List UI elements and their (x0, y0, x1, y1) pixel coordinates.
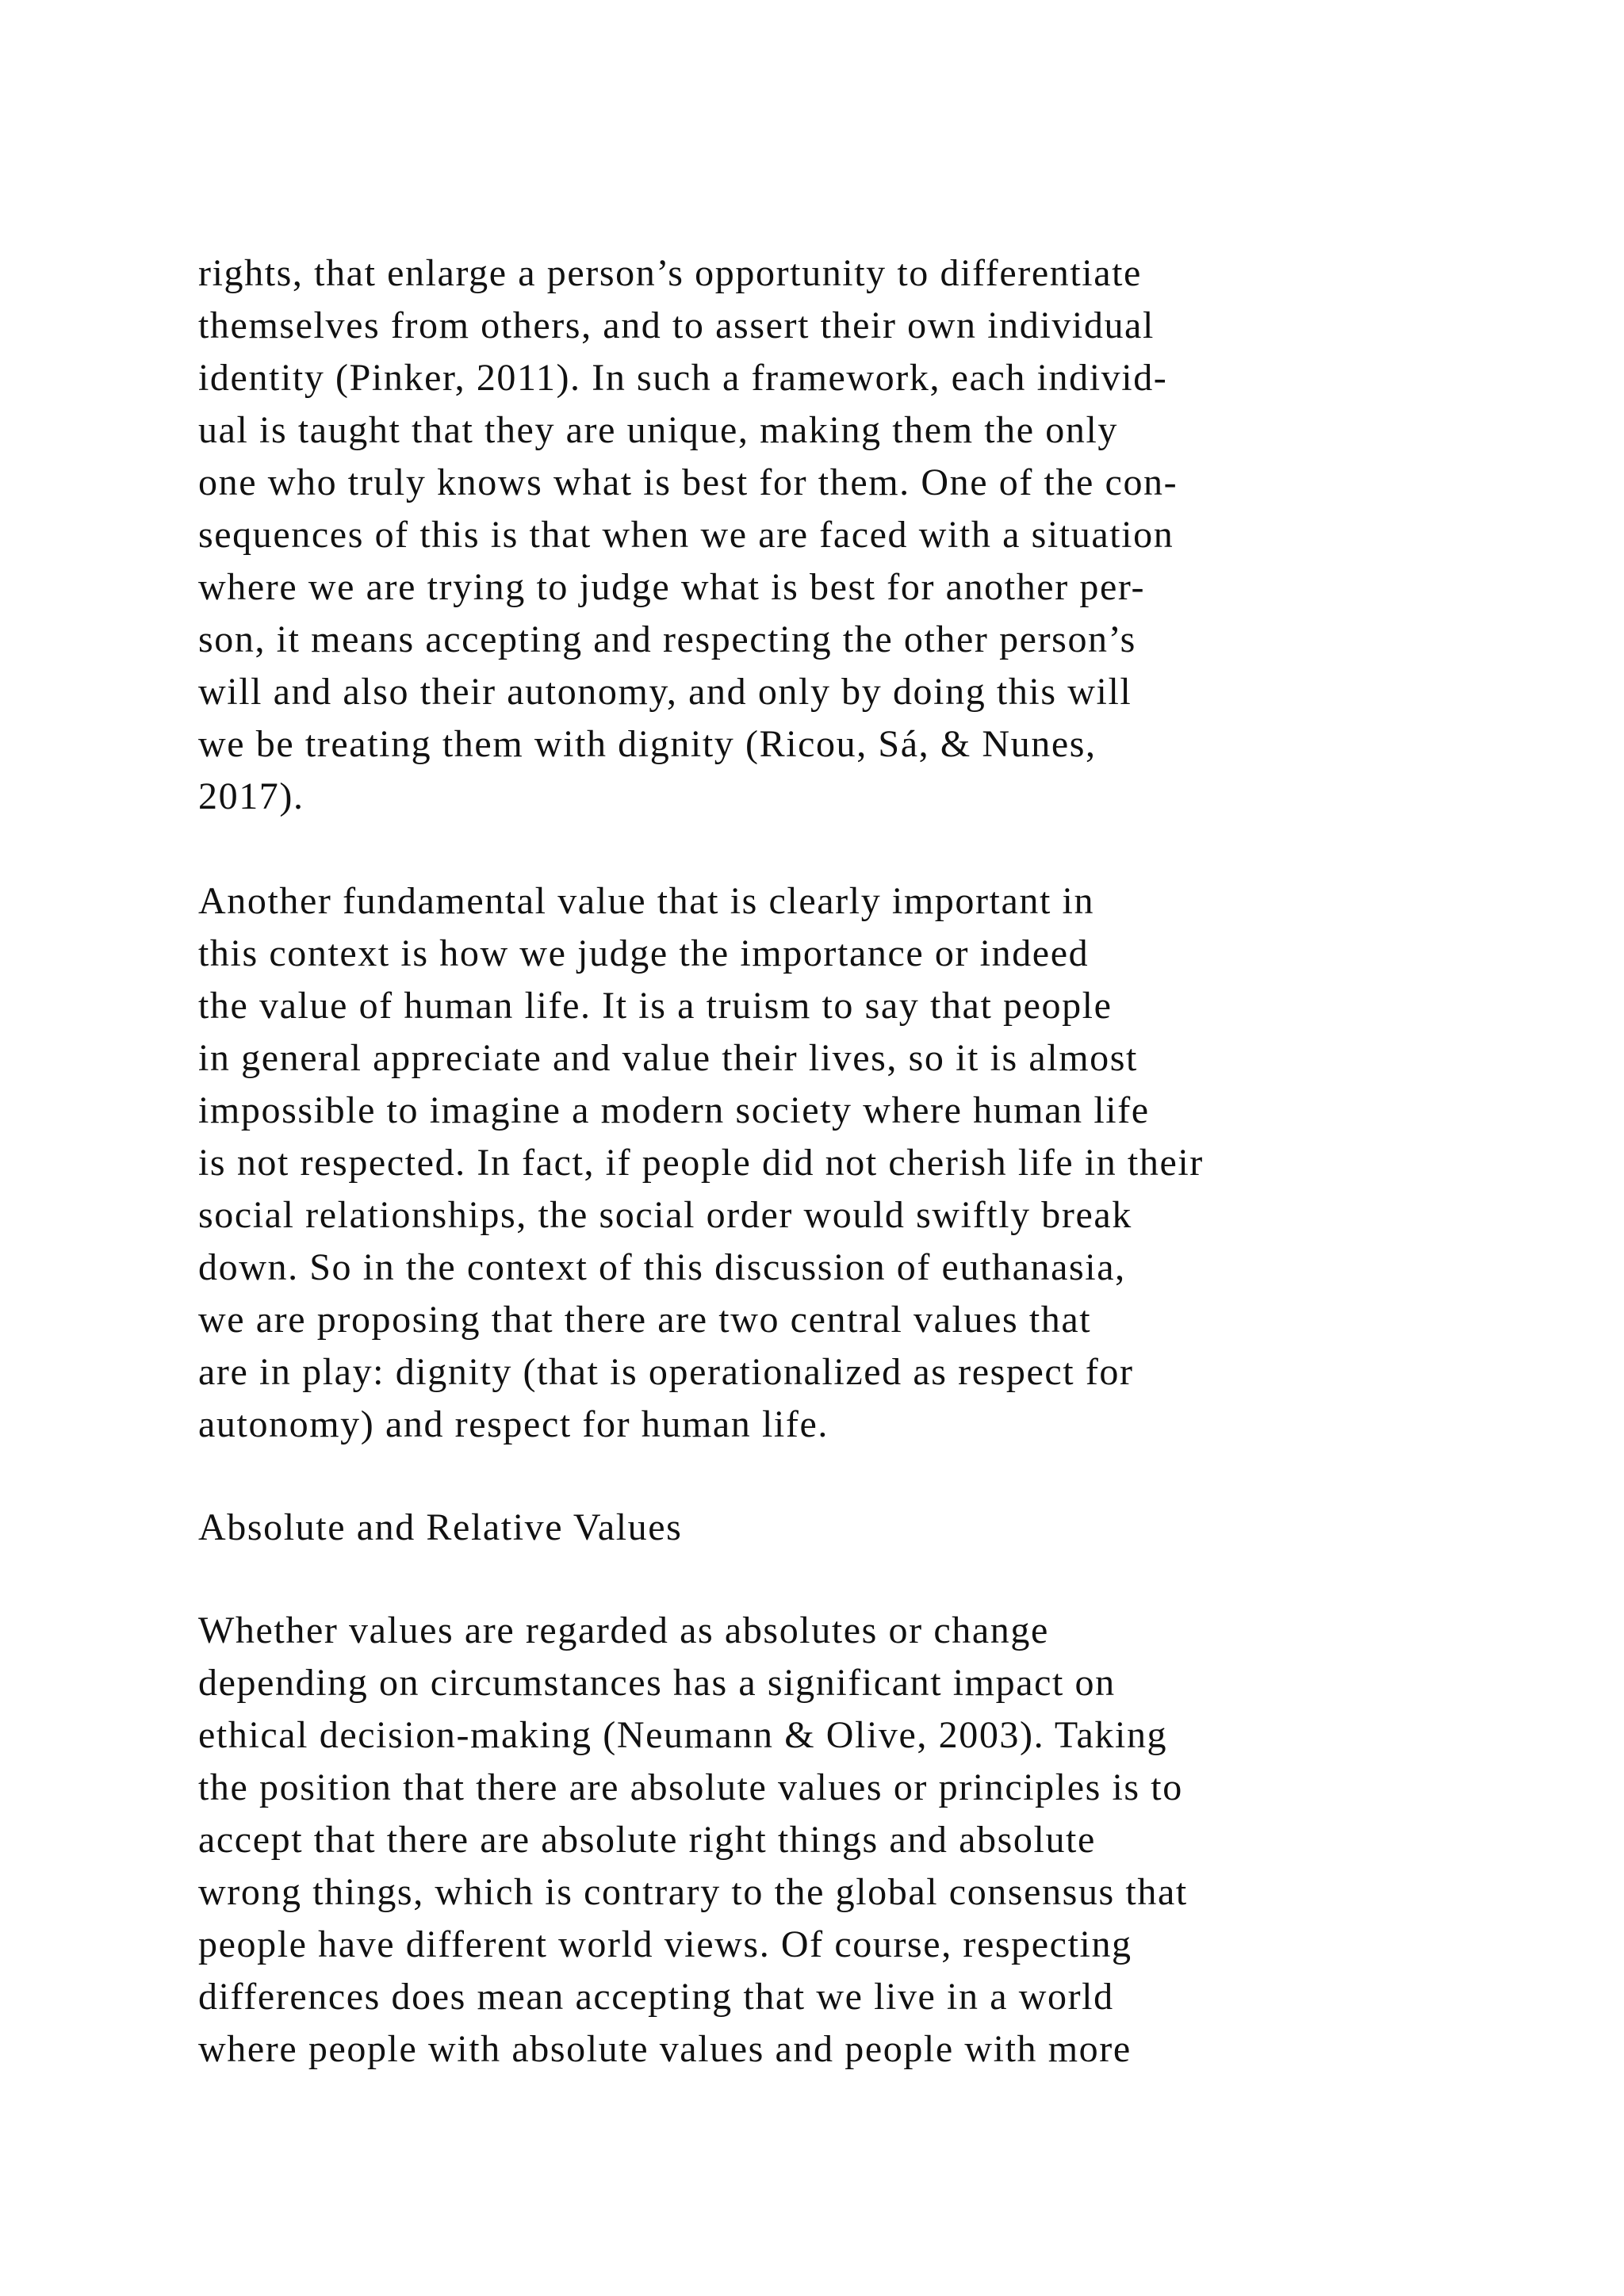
text-line: Another fundamental value that is clearly important in (198, 880, 1095, 922)
text-line: ethical decision-making (Neumann & Olive, 2003). Taking (198, 1714, 1168, 1756)
text-line: one who truly knows what is best for them. One of the con- (198, 461, 1178, 503)
text-line: 2017). (198, 775, 304, 817)
text-line: people have different world views. Of course, respecting (198, 1923, 1132, 1965)
text-line: Whether values are regarded as absolutes or change (198, 1609, 1049, 1651)
text-line: where we are trying to judge what is best for another per- (198, 566, 1146, 608)
text-line: are in play: dignity (that is operationalized as respect for (198, 1351, 1134, 1393)
text-line: rights, that enlarge a person’s opportunity to differentiate (198, 252, 1142, 294)
text-line: wrong things, which is contrary to the global consensus that (198, 1871, 1188, 1913)
text-line: will and also their autonomy, and only by doing this will (198, 671, 1132, 713)
text-line: themselves from others, and to assert their own individual (198, 304, 1155, 346)
text-line: impossible to imagine a modern society where human life (198, 1089, 1150, 1131)
text-line: down. So in the context of this discussion of euthanasia, (198, 1246, 1126, 1288)
text-line: the position that there are absolute values or principles is to (198, 1766, 1183, 1808)
text-line: son, it means accepting and respecting the other person’s (198, 618, 1136, 660)
text-line: we be treating them with dignity (Ricou, Sá, & Nunes, (198, 723, 1097, 765)
section-heading (198, 1502, 1594, 1554)
text-line: depending on circumstances has a significant impact on (198, 1662, 1116, 1704)
text-line: is not respected. In fact, if people did not cherish life in their (198, 1142, 1204, 1184)
text-line: accept that there are absolute right things and absolute (198, 1819, 1096, 1861)
text-line: identity (Pinker, 2011). In such a framework, each individ- (198, 357, 1168, 399)
paragraph-absolute-values (198, 1605, 1594, 2076)
text-line: autonomy) and respect for human life. (198, 1403, 829, 1445)
text-line: the value of human life. It is a truism to say that people (198, 985, 1113, 1027)
paragraph-human-life (198, 875, 1594, 1451)
text-line: we are proposing that there are two central values that (198, 1299, 1092, 1341)
text-line: ual is taught that they are unique, making them the only (198, 409, 1119, 451)
text-line: where people with absolute values and people with more (198, 2028, 1132, 2070)
text-line: sequences of this is that when we are faced with a situation (198, 514, 1174, 556)
text-line: social relationships, the social order would swiftly break (198, 1194, 1132, 1236)
text-line: this context is how we judge the importance or indeed (198, 932, 1090, 974)
section-heading-text: Absolute and Relative Values (198, 1506, 683, 1548)
text-line: differences does mean accepting that we live in a world (198, 1976, 1114, 2018)
text-line: in general appreciate and value their lives, so it is almost (198, 1037, 1138, 1079)
paragraph-dignity-autonomy (198, 247, 1594, 823)
